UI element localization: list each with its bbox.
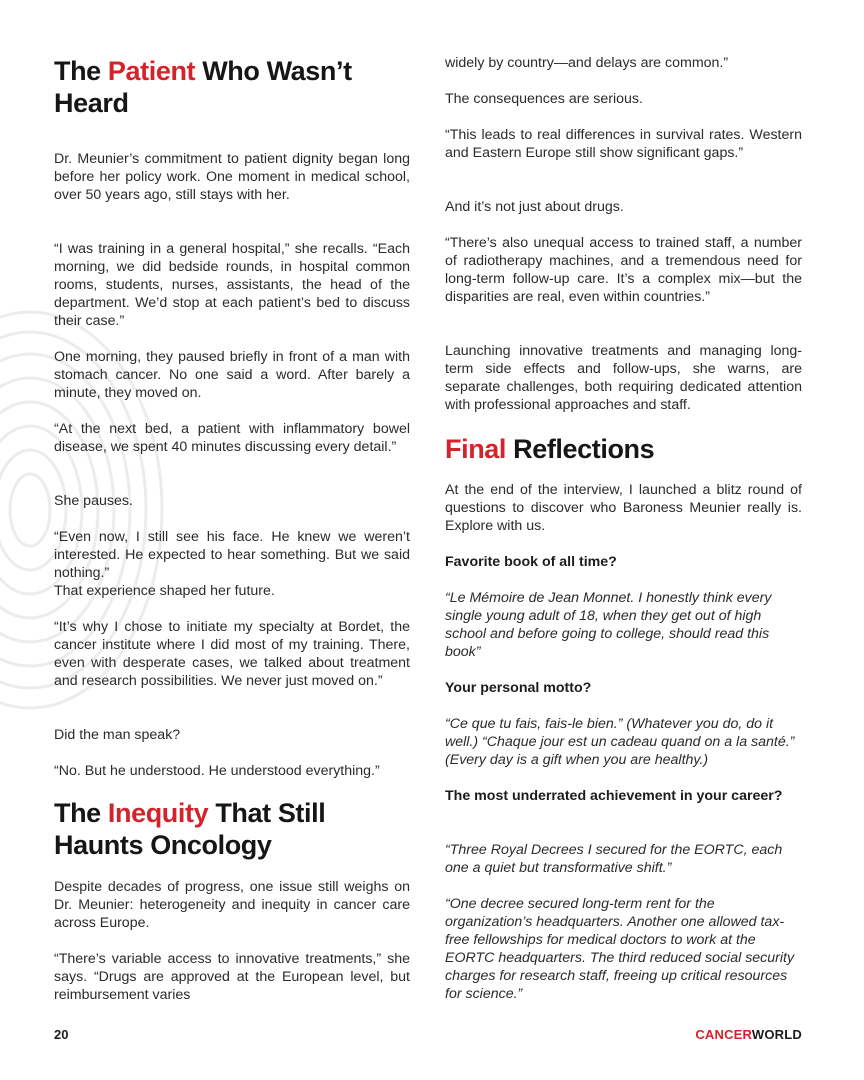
paragraph: “Even now, I still see his face. He knew we weren’t interested. He expected to hear something. But we said nothing.” [54, 529, 410, 581]
question: Favorite book of all time? [445, 554, 617, 570]
paragraph: Dr. Meunier’s commitment to patient dignity began long before her policy work. One moment in medical school, over 50 years ago, still stays with her. [54, 151, 410, 203]
paragraph: Did the man speak? [54, 727, 181, 743]
paragraph: The consequences are serious. [445, 91, 643, 107]
heading-text: That Still Haunts Oncology [54, 798, 326, 860]
brand-text-red: CANCER [695, 1027, 752, 1042]
heading-text: Reflections [506, 434, 655, 464]
question: Your personal motto? [445, 680, 592, 696]
heading-accent: Inequity [107, 798, 209, 828]
paragraph: “I was training in a general hospital,” she recalls. “Each morning, we did bedside rounds, in hospital common rooms, students, nurses, assistants, the head of the department. We’d stop at each patient’s bed to discuss their case.” [54, 241, 410, 329]
heading-accent: Final [445, 434, 507, 464]
paragraph: Launching innovative treatments and managing long-term side effects and follow-ups, she warns, are separate challenges, both requiring dedicated attention with professional approaches and staff. [445, 343, 802, 413]
paragraph: “There’s also unequal access to trained staff, a number of radiotherapy machines, and a tremendous need for long-term follow-up care. It’s a complex mix—but the disparities are real, even within countries.” [445, 235, 802, 305]
paragraph: That experience shaped her future. [54, 583, 275, 599]
paragraph: At the end of the interview, I launched a blitz round of questions to discover who Baroness Meunier really is. Explore with us. [445, 482, 802, 534]
page-number: 20 [54, 1027, 69, 1042]
paragraph: Despite decades of progress, one issue still weighs on Dr. Meunier: heterogeneity and inequity in cancer care across Europe. [54, 879, 410, 931]
paragraph: “There’s variable access to innovative treatments,” she says. “Drugs are approved at the European level, but reimbursement varies [54, 951, 410, 1003]
heading-text: Who Wasn’t Heard [54, 56, 352, 118]
answer: “Three Royal Decrees I secured for the EORTC, each one a quiet but transformative shift.” [445, 842, 783, 876]
paragraph: One morning, they paused briefly in front of a man with stomach cancer. No one said a word. After barely a minute, they moved on. [54, 349, 410, 401]
paragraph: She pauses. [54, 493, 133, 509]
answer: “Le Mémoire de Jean Monnet. I honestly think every single young adult of 18, when they get out of high school and before going to college, should read this book” [445, 590, 772, 660]
brand-logo [695, 1027, 802, 1042]
heading-text: The [54, 56, 108, 86]
paragraph: “It’s why I chose to initiate my specialty at Bordet, the cancer institute where I did most of my training. There, even with desperate cases, we talked about treatment and research possibilities. We never just moved on.” [54, 619, 410, 689]
answer: “Ce que tu fais, fais-le bien.” (Whatever you do, do it well.) “Chaque jour est un cadeau quand on a la santé.” (Every day is a gift when you are healthy.) [445, 716, 795, 768]
brand-text-black: WORLD [751, 1027, 802, 1042]
paragraph: “This leads to real differences in survival rates. Western and Eastern Europe still show significant gaps.” [445, 127, 802, 161]
paragraph: “At the next bed, a patient with inflammatory bowel disease, we spent 40 minutes discussing every detail.” [54, 421, 410, 455]
paragraph: And it’s not just about drugs. [445, 199, 624, 215]
section-heading-final [445, 433, 654, 465]
question: The most underrated achievement in your career? [445, 788, 783, 804]
section-heading-patient [54, 55, 410, 119]
section-heading-inequity [54, 797, 410, 861]
heading-accent: Patient [107, 56, 196, 86]
heading-text: The [54, 798, 108, 828]
paragraph: widely by country—and delays are common.” [445, 55, 729, 71]
paragraph: “No. But he understood. He understood everything.” [54, 763, 380, 779]
answer: “One decree secured long-term rent for the organization’s headquarters. Another one allowed tax-free fellowships for medical doctors to work at the EORTC headquarters. The third reduced social security charges for research staff, freeing up critical resources for science.” [445, 896, 795, 1002]
